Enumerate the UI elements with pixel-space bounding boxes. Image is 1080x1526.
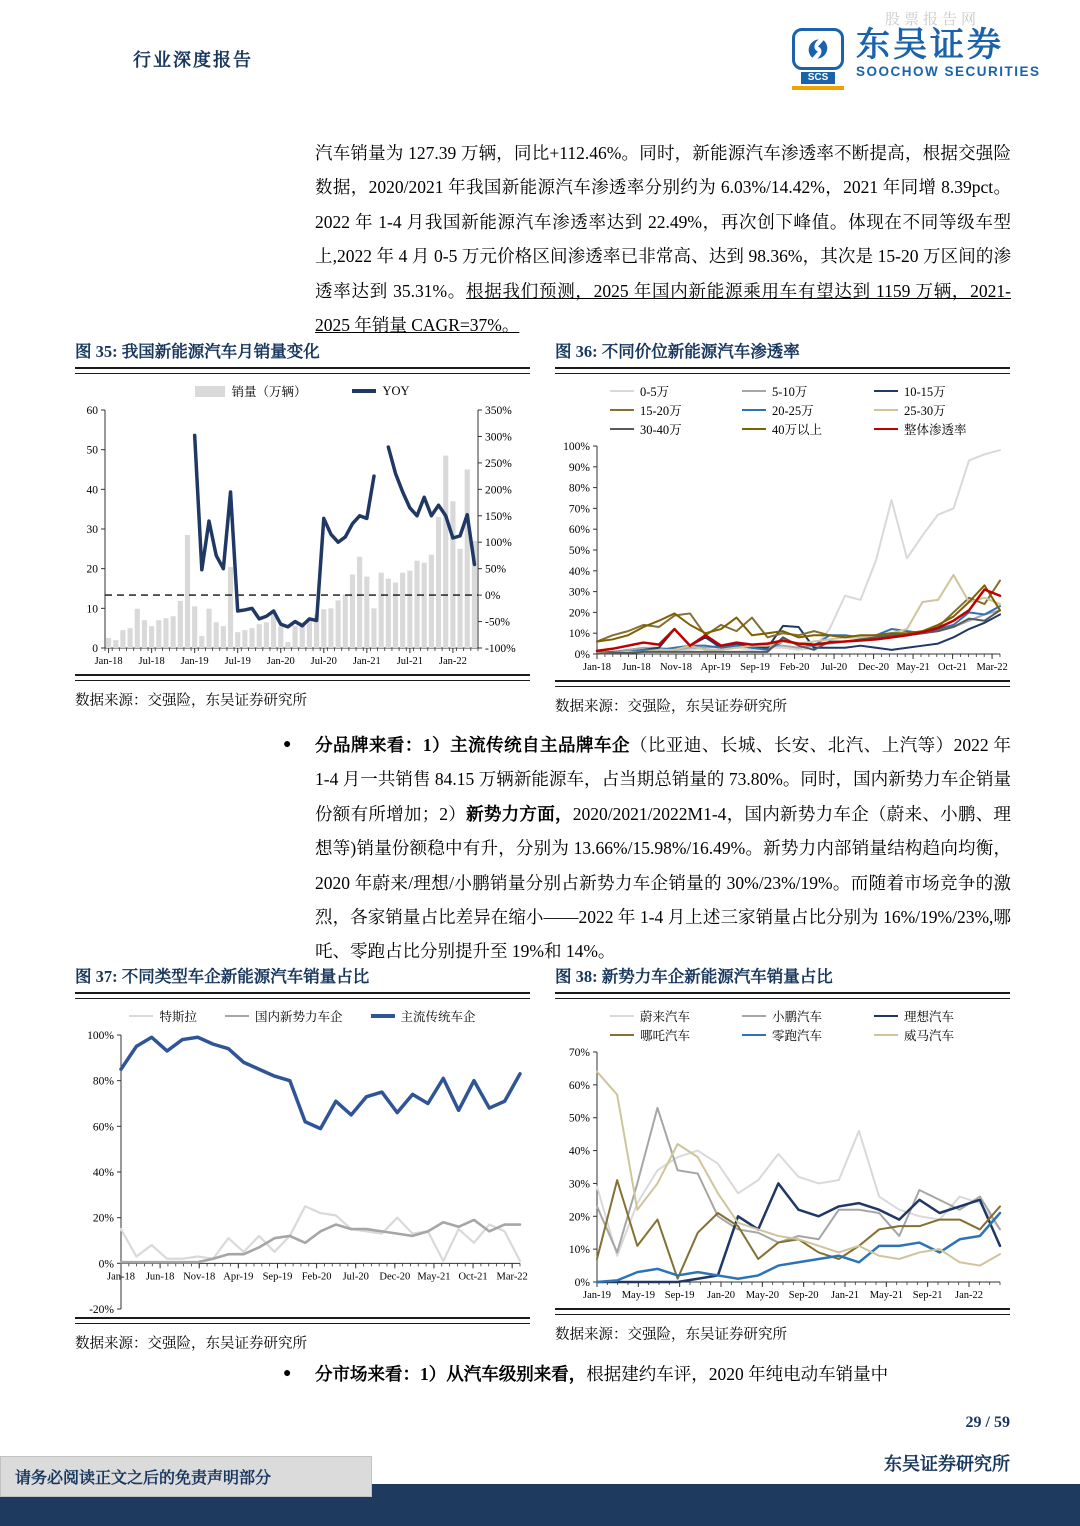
svg-text:50%: 50%	[568, 1112, 590, 1125]
text-segment: 2020/2021/2022M1-4，国内新势力车企（蔚来、小鹏、理想等)销量份额稳中有升，分别为 13.66%/15.98%/16.49%。新势力内部销量结构趋向均衡，2020 年蔚来/理想/小鹏销量分别占新势力车企销量的 30%/23%/19%。而随着市场竞争的激烈，各家销量占比差异在缩小——2022 年 1-4 月上述三家销量占比分别为 16%/19%/23%,哪吒、零跑占比分别提升至 19%和 14%。	[315, 803, 1012, 962]
legend-label: 哪吒汽车	[640, 1029, 691, 1043]
divider	[75, 992, 530, 999]
legend-item	[610, 401, 742, 419]
svg-text:Jan-21: Jan-21	[831, 1290, 859, 1301]
svg-text:50: 50	[86, 444, 98, 457]
legend-item	[874, 1026, 1006, 1044]
svg-text:Dec-20: Dec-20	[858, 662, 890, 673]
svg-text:Sep-19: Sep-19	[664, 1290, 695, 1301]
legend-item	[610, 1026, 742, 1044]
figure-36	[555, 338, 1010, 716]
svg-text:0%: 0%	[574, 1277, 590, 1289]
legend-line-swatch	[610, 428, 634, 431]
logo-orange-bar	[792, 86, 844, 90]
svg-text:40%: 40%	[568, 1145, 590, 1158]
legend-label: 蔚来汽车	[640, 1010, 691, 1024]
legend-line-swatch	[352, 389, 376, 393]
legend-label: 理想汽车	[904, 1010, 955, 1024]
legend-label: 30-40万	[640, 423, 682, 437]
svg-text:50%: 50%	[485, 563, 507, 576]
legend-bar-swatch	[195, 386, 225, 397]
svg-text:Jan-22: Jan-22	[438, 656, 467, 667]
svg-text:350%: 350%	[485, 405, 512, 417]
svg-text:80%: 80%	[568, 482, 590, 495]
legend-label: 20-25万	[772, 404, 814, 418]
divider	[75, 674, 530, 681]
text-segment: 分品牌来看：1）主流传统自主品牌车企	[315, 735, 630, 755]
svg-text:0%: 0%	[485, 590, 501, 603]
figure-35-legend	[75, 382, 530, 400]
legend-label: 40万以上	[772, 423, 823, 437]
legend-item	[352, 384, 409, 399]
divider	[555, 992, 1010, 999]
svg-text:40%: 40%	[568, 565, 590, 578]
divider	[75, 1317, 530, 1324]
svg-text:Mar-22: Mar-22	[976, 662, 1008, 673]
legend-label: 零跑汽车	[772, 1029, 823, 1043]
svg-text:100%: 100%	[485, 537, 512, 550]
body-paragraph-1	[315, 136, 1011, 342]
chart-36-canvas	[555, 440, 1010, 680]
bullet-icon: ●	[283, 737, 292, 752]
figure-38	[555, 963, 1010, 1344]
legend-item	[874, 382, 1006, 400]
legend-label: 小鹏汽车	[772, 1010, 823, 1024]
svg-text:10%: 10%	[568, 628, 590, 641]
svg-text:70%: 70%	[568, 1047, 590, 1059]
legend-line-swatch	[874, 1034, 898, 1037]
divider	[555, 1308, 1010, 1315]
figure-35-source: 数据来源：交强险，东吴证券研究所	[75, 693, 307, 709]
legend-line-swatch	[610, 1015, 634, 1018]
soochow-logo	[788, 28, 1041, 90]
text-segment: 新势力方面，	[466, 803, 573, 824]
svg-text:0: 0	[92, 643, 98, 655]
svg-text:Oct-21: Oct-21	[458, 1271, 488, 1283]
text-segment: （比亚迪、长城、长安、北汽、上汽等）2022 年 1-4 月一共销售 84.15 万辆新能源车，占当期总销量的 73.80%。同时，国内新势力车企销量份额有所增加；2）	[315, 735, 1012, 824]
svg-text:10%: 10%	[568, 1244, 590, 1257]
legend-line-swatch	[225, 1015, 249, 1018]
svg-text:Sep-20: Sep-20	[788, 1290, 819, 1301]
svg-text:Nov-18: Nov-18	[183, 1271, 216, 1283]
svg-text:Jan-18: Jan-18	[94, 656, 123, 667]
svg-text:100%: 100%	[87, 1030, 114, 1042]
brand-name-en: SOOCHOW SECURITIES	[856, 64, 1041, 79]
brand-text	[856, 28, 1041, 79]
divider	[75, 367, 530, 374]
svg-text:0%: 0%	[574, 649, 590, 661]
legend-item	[742, 382, 874, 400]
svg-text:20%: 20%	[568, 607, 590, 620]
legend-item	[742, 401, 874, 419]
figure-37-legend	[75, 1007, 530, 1025]
chart-38-canvas	[555, 1046, 1010, 1308]
legend-line-swatch	[742, 428, 766, 431]
svg-text:Oct-21: Oct-21	[938, 662, 968, 673]
legend-line-swatch	[610, 390, 634, 393]
svg-text:60%: 60%	[92, 1121, 114, 1134]
page-number: 29 / 59	[965, 1414, 1010, 1431]
legend-label: 0-5万	[640, 385, 670, 399]
legend-label: 10-15万	[904, 385, 946, 399]
svg-text:Dec-20: Dec-20	[379, 1271, 411, 1283]
svg-text:Jul-20: Jul-20	[310, 656, 337, 667]
legend-label: 主流传统车企	[400, 1010, 476, 1024]
legend-line-swatch	[610, 1034, 634, 1037]
legend-item	[874, 420, 1006, 438]
svg-text:40: 40	[86, 484, 98, 497]
scs-logo-icon	[788, 28, 848, 90]
svg-text:300%: 300%	[485, 431, 512, 444]
svg-text:Jan-18: Jan-18	[107, 1271, 135, 1283]
svg-text:60%: 60%	[568, 524, 590, 537]
svg-text:10: 10	[86, 603, 98, 616]
brand-name-cn: 东吴证券	[856, 27, 1004, 64]
legend-line-swatch	[129, 1015, 153, 1018]
text-segment: 根据建约车评，2020 年纯电动车销量中	[586, 1364, 889, 1384]
svg-text:May-21: May-21	[417, 1271, 451, 1283]
svg-text:60: 60	[86, 405, 98, 417]
legend-label: 15-20万	[640, 404, 682, 418]
legend-item	[195, 382, 306, 400]
legend-item	[874, 1007, 1006, 1025]
figure-37	[75, 963, 530, 1353]
svg-text:Jan-21: Jan-21	[352, 656, 381, 667]
svg-text:May-21: May-21	[869, 1290, 903, 1301]
svg-text:May-21: May-21	[896, 662, 930, 673]
legend-line-swatch	[610, 409, 634, 412]
figure-36-legend	[555, 382, 1010, 438]
svg-text:Jul-18: Jul-18	[138, 656, 165, 667]
svg-text:20%: 20%	[568, 1211, 590, 1224]
svg-text:40%: 40%	[92, 1167, 114, 1179]
svg-text:Jan-20: Jan-20	[266, 656, 295, 667]
legend-line-swatch	[742, 1015, 766, 1018]
svg-text:70%: 70%	[568, 503, 590, 516]
svg-text:Jan-19: Jan-19	[180, 656, 209, 667]
bullet-icon: ●	[283, 1366, 292, 1381]
svg-text:Feb-20: Feb-20	[779, 662, 810, 673]
figure-37-title: 图 37: 不同类型车企新能源汽车销量占比	[75, 967, 370, 986]
legend-line-swatch	[874, 428, 898, 431]
legend-label: 特斯拉	[159, 1010, 197, 1024]
svg-text:Jun-18: Jun-18	[145, 1271, 175, 1283]
svg-text:May-20: May-20	[745, 1290, 779, 1301]
chart-37-canvas	[75, 1027, 530, 1317]
watermark: 股票报告网	[884, 12, 980, 28]
figure-37-source: 数据来源：交强险，东吴证券研究所	[75, 1336, 307, 1352]
divider	[555, 367, 1010, 374]
svg-text:200%: 200%	[485, 484, 512, 497]
svg-text:Apr-19: Apr-19	[223, 1271, 254, 1283]
svg-text:20%: 20%	[92, 1212, 114, 1225]
body-paragraph-2	[315, 728, 1011, 969]
legend-line-swatch	[742, 409, 766, 412]
legend-item	[874, 401, 1006, 419]
legend-line-swatch	[742, 1034, 766, 1037]
figure-38-title: 图 38: 新势力车企新能源汽车销量占比	[555, 967, 833, 986]
legend-item	[129, 1007, 197, 1025]
figure-36-source: 数据来源：交强险，东吴证券研究所	[555, 699, 787, 715]
svg-text:Jan-22: Jan-22	[955, 1290, 983, 1301]
legend-label: 25-30万	[904, 404, 946, 418]
legend-item	[610, 382, 742, 400]
disclaimer: 请务必阅读正文之后的免责声明部分	[0, 1456, 372, 1497]
legend-item	[742, 420, 874, 438]
svg-text:0%: 0%	[98, 1258, 114, 1271]
svg-text:80%: 80%	[92, 1075, 114, 1088]
svg-text:Sep-19: Sep-19	[262, 1271, 293, 1283]
text-segment: 根据我们预测，2025 年国内新能源乘用车有望达到 1159 万辆，2021-2025 年销量 CAGR=37%。	[315, 280, 1011, 336]
svg-text:Jun-18: Jun-18	[622, 662, 651, 673]
figure-35	[75, 338, 530, 710]
legend-label: 5-10万	[772, 385, 808, 399]
svg-text:-50%: -50%	[485, 616, 510, 629]
svg-text:100%: 100%	[563, 441, 590, 453]
svg-text:30: 30	[86, 524, 98, 536]
svg-text:Sep-21: Sep-21	[912, 1290, 943, 1301]
figure-38-source: 数据来源：交强险，东吴证券研究所	[555, 1327, 787, 1343]
logo-swirl-icon	[792, 28, 844, 70]
legend-line-swatch	[371, 1014, 395, 1018]
svg-text:Sep-19: Sep-19	[740, 662, 770, 673]
svg-text:Mar-22: Mar-22	[496, 1271, 528, 1283]
svg-text:250%: 250%	[485, 457, 512, 470]
legend-label: 威马汽车	[904, 1029, 955, 1043]
svg-text:Feb-20: Feb-20	[301, 1271, 332, 1283]
svg-text:Jan-18: Jan-18	[583, 662, 611, 673]
figure-36-title: 图 36: 不同价位新能源汽车渗透率	[555, 342, 800, 361]
legend-item	[371, 1007, 476, 1025]
legend-line-swatch	[742, 390, 766, 393]
text-segment: 汽车销量为 127.39 万辆，同比+112.46%。同时，新能源汽车渗透率不断提高，根据交强险数据，2020/2021 年我国新能源汽车渗透率分别约为 6.03%/14.42%，2021 年同增 8.39pct。2022 年 1-4 月我国新能源汽车渗透率达到 22.49%，再次创下峰值。体现在不同等级车型上,2022 年 4 月 0-5 万元价格区间渗透率已非常高、达到 98.36%，其次是 15-20 万区间的渗透率达到 35.31%。	[315, 143, 1011, 301]
legend-label: 国内新势力车企	[254, 1010, 343, 1024]
svg-text:Jul-20: Jul-20	[342, 1271, 369, 1283]
body-paragraph-3	[315, 1357, 1011, 1391]
svg-text:Nov-18: Nov-18	[659, 662, 693, 673]
svg-text:150%: 150%	[485, 510, 512, 523]
legend-item	[742, 1026, 874, 1044]
legend-label: 整体渗透率	[904, 423, 967, 437]
figure-35-title: 图 35: 我国新能源汽车月销量变化	[75, 342, 320, 361]
legend-item	[742, 1007, 874, 1025]
svg-text:Jan-20: Jan-20	[707, 1290, 735, 1301]
svg-text:-100%: -100%	[485, 643, 516, 655]
svg-text:90%: 90%	[568, 461, 590, 474]
svg-text:Jul-20: Jul-20	[820, 662, 848, 673]
svg-text:Jul-19: Jul-19	[224, 656, 251, 667]
legend-line-swatch	[874, 1015, 898, 1018]
legend-label: YOY	[382, 383, 410, 398]
legend-item	[610, 1007, 742, 1025]
legend-item	[225, 1007, 343, 1025]
chart-35-canvas	[75, 402, 530, 674]
svg-text:-20%: -20%	[89, 1304, 114, 1316]
svg-text:May-19: May-19	[621, 1290, 655, 1301]
svg-text:20: 20	[86, 563, 98, 576]
svg-text:30%: 30%	[568, 1178, 590, 1191]
svg-text:Jan-19: Jan-19	[583, 1290, 611, 1301]
legend-item	[610, 420, 742, 438]
figure-38-legend	[555, 1007, 1010, 1044]
divider	[555, 680, 1010, 687]
svg-text:30%: 30%	[568, 586, 590, 599]
scs-text: SCS	[801, 72, 835, 84]
svg-text:Apr-19: Apr-19	[700, 662, 731, 673]
text-segment: 分市场来看：1）从汽车级别来看，	[315, 1364, 587, 1384]
institute-name: 东吴证券研究所	[884, 1454, 1010, 1474]
svg-text:60%: 60%	[568, 1079, 590, 1092]
report-type-label: 行业深度报告	[133, 50, 253, 70]
svg-text:Jul-21: Jul-21	[396, 656, 423, 667]
legend-line-swatch	[874, 409, 898, 412]
legend-line-swatch	[874, 390, 898, 393]
svg-text:50%: 50%	[568, 545, 590, 557]
legend-label: 销量（万辆）	[231, 385, 307, 399]
